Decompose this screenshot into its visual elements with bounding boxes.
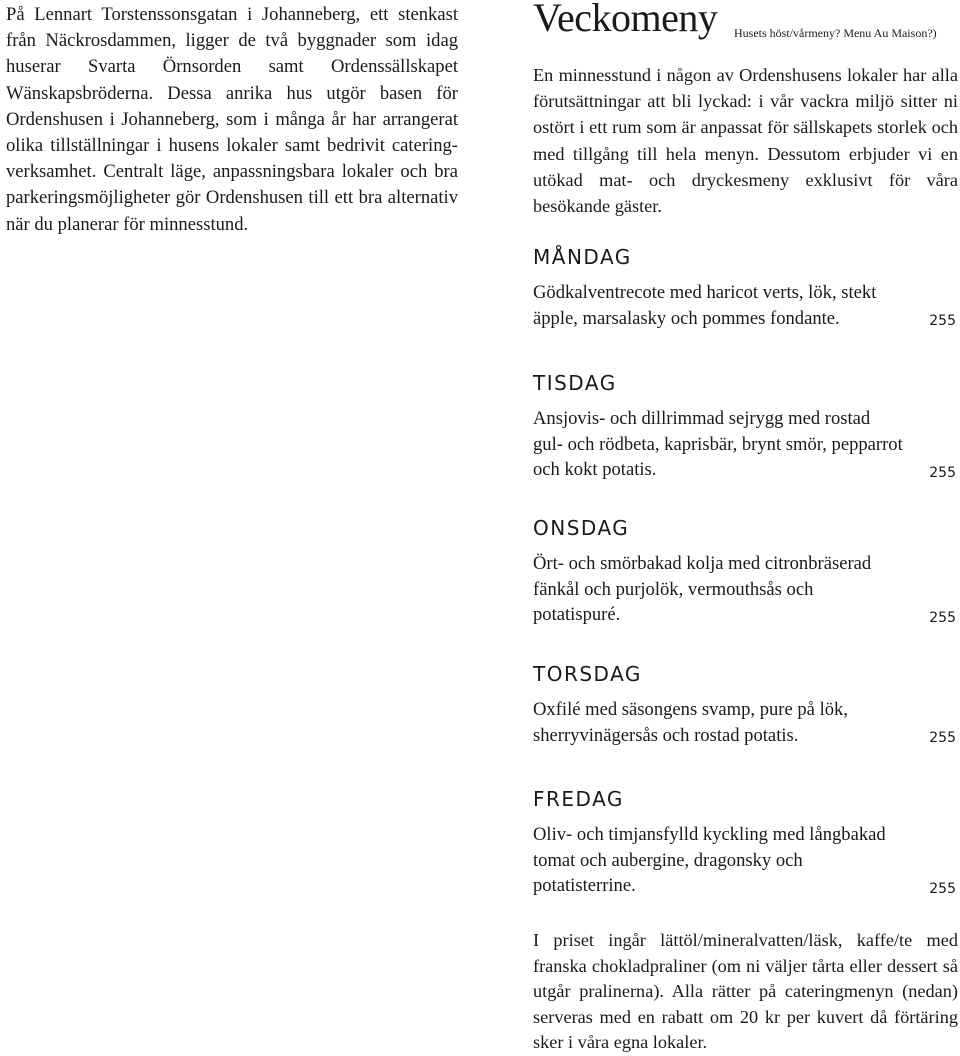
day-name: TISDAG [533, 371, 617, 395]
day-name: TORSDAG [533, 662, 642, 686]
day-name: FREDAG [533, 787, 624, 811]
dish-description: Ansjovis- och dillrimmad sejrygg med rostad gul- och rödbeta, kaprisbär, brynt smör, pepparrot och kokt potatis. [533, 408, 903, 480]
dish-price: 255 [929, 609, 956, 626]
day-name: ONSDAG [533, 516, 630, 540]
menu-footer-note: I priset ingår lättöl/mineralvatten/läsk, kaffe/te med franska chokladpraliner (om ni väljer tårta eller dessert så utgår pralinerna). Alla rätter på cateringmenyn (nedan) serveras med en rabatt om 20 kr per kuvert då förtäring sker i våra egna lokaler. [533, 930, 958, 1052]
intro-paragraph-left: På Lennart Torstenssonsgatan i Johanneberg, ett stenkast från Näckrosdammen, ligger de två byggnader som idag huserar Svarta Örnsorden samt Ordenssällskapet Wänskapsbröderna. Dessa anrika hus utgör basen för Ordenshusen i Johanneberg, som i många år har arrangerat olika tillställningar i husens lokaler samt bedrivit catering-verksamhet. Centralt läge, anpassningsbara lokaler och bra parkeringsmöjligheter gör Ordenshusen till ett bra alternativ när du planerar för minnesstund. [6, 4, 458, 235]
dish-description: Oliv- och timjansfylld kyckling med långbakad tomat och aubergine, dragonsky och potatisterrine. [533, 824, 886, 896]
dish-price: 255 [929, 313, 956, 329]
menu-day-friday [533, 787, 958, 899]
dish-price: 255 [929, 730, 956, 746]
dish-description: Ört- och smörbakad kolja med citronbräserad fänkål och purjolök, vermouthsås och potatispuré. [533, 553, 872, 625]
menu-title: Veckomeny [533, 0, 718, 40]
menu-intro-paragraph: En minnesstund i någon av Ordenshusens lokaler har alla förutsättningar att bli lyckad: i vår vackra miljö sitter ni ostört i ett rum som är anpassat för sällskapets storlek och med tillgång till hela menyn. Dessutom erbjuder vi en utökad mat- och dryckesmeny exklusivt för våra besökande gäster. [533, 65, 958, 217]
menu-heading-row [533, 0, 958, 48]
menu-subtitle: Husets höst/vårmeny? Menu Au Maison?) [734, 26, 937, 40]
menu-day-monday [533, 245, 958, 331]
menu-day-tuesday [533, 371, 958, 483]
dish-price: 255 [929, 880, 956, 897]
weekly-menu-column [533, 0, 958, 1052]
dish-description: Oxfilé med säsongens svamp, pure på lök, sherryvinägersås och rostad potatis. [533, 699, 848, 746]
menu-day-wednesday [533, 516, 958, 628]
dish-description: Gödkalventrecote med haricot verts, lök, stekt äpple, marsalasky och pommes fondante. [533, 282, 877, 329]
menu-day-thursday [533, 662, 958, 748]
day-name: MÅNDAG [533, 245, 632, 269]
dish-price: 255 [929, 464, 956, 481]
